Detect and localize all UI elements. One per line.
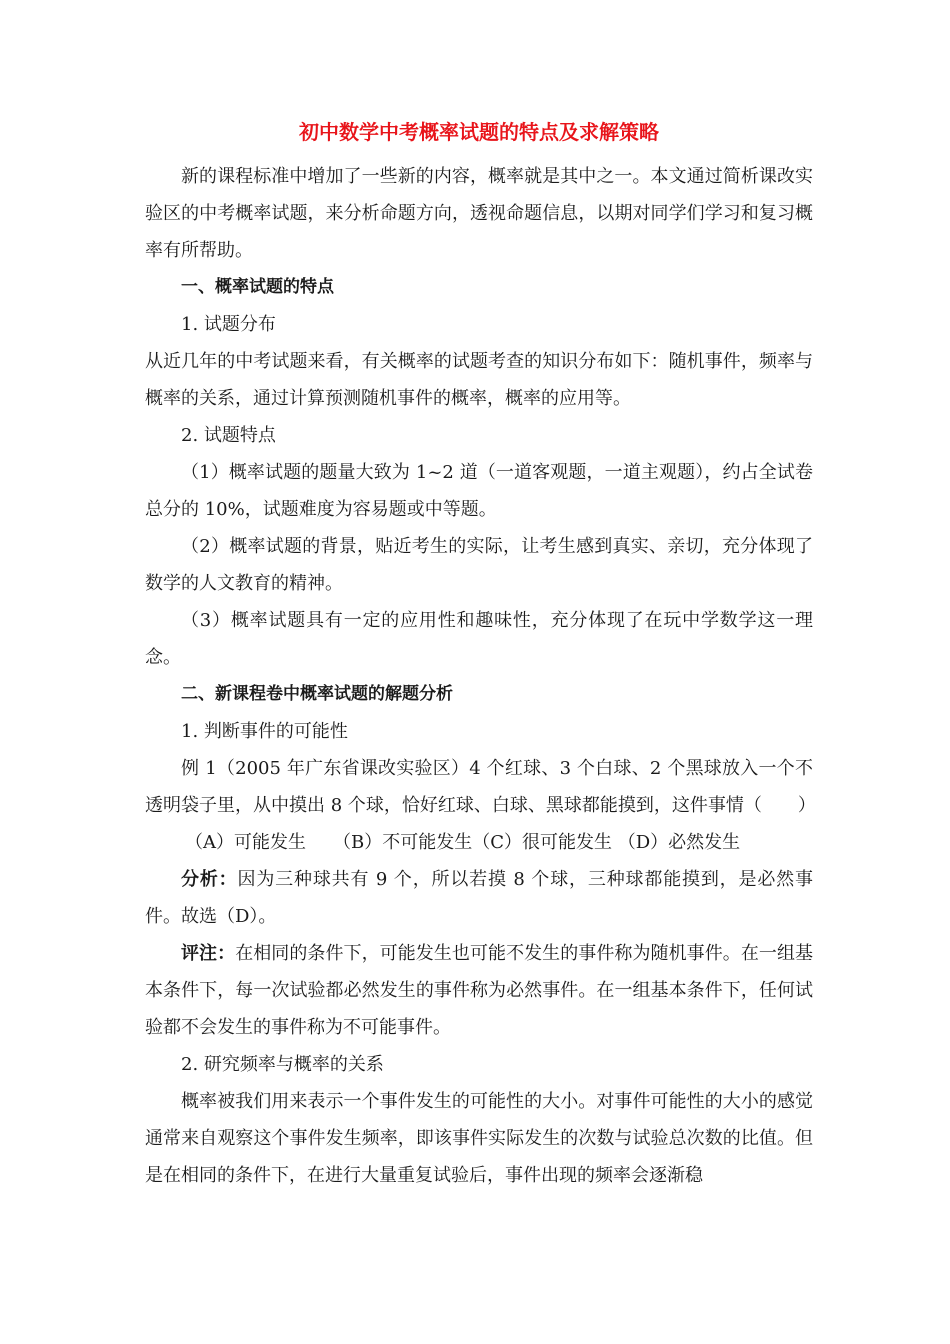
section2-heading: 二、新课程卷中概率试题的解题分析: [181, 684, 453, 704]
comment-text: 在相同的条件下，可能发生也可能不发生的事件称为随机事件。在一组基本条件下，每一次试验都必然发生的事件称为必然事件。在一组基本条件下，任何试验都不会发生的事件称为不可能事件。: [145, 943, 814, 1038]
example1-text: 例 1（2005 年广东省课改实验区）4 个红球、3 个白球、2 个黑球放入一个不透明袋子里，从中摸出 8 个球，恰好红球、白球、黑球都能摸到，这件事情（ ）: [145, 758, 816, 816]
document-title: 初中数学中考概率试题的特点及求解策略: [299, 120, 659, 144]
analysis-text: 因为三种球共有 9 个，所以若摸 8 个球，三种球都能摸到，是必然事件。故选（D）。: [145, 869, 814, 927]
comment-paragraph: [145, 935, 813, 1046]
section1-sub2-title: 2. 试题特点: [181, 425, 276, 446]
section1-heading: 一、概率试题的特点: [181, 277, 334, 297]
section2-sub2-text: 概率被我们用来表示一个事件发生的可能性的大小。对事件可能性的大小的感觉通常来自观察这个事件发生频率，即该事件实际发生的次数与试验总次数的比值。但是在相同的条件下，在进行大量重复试验后，事件出现的频率会逐渐稳: [145, 1091, 813, 1186]
section1-point2: （2）概率试题的背景，贴近考生的实际，让考生感到真实、亲切，充分体现了数学的人文教育的精神。: [145, 536, 813, 594]
section2-sub2-title: 2. 研究频率与概率的关系: [181, 1054, 384, 1075]
section2-sub1-title: 1. 判断事件的可能性: [181, 721, 348, 742]
section1-sub1-title: 1. 试题分布: [181, 314, 276, 335]
section1-sub1-text: 从近几年的中考试题来看，有关概率的试题考查的知识分布如下：随机事件，频率与概率的关系，通过计算预测随机事件的概率，概率的应用等。: [145, 351, 813, 409]
document-body: [145, 112, 816, 1194]
section1-point3: （3）概率试题具有一定的应用性和趣味性，充分体现了在玩中学数学这一理念。: [145, 610, 813, 668]
example1-choices: （A）可能发生 （B）不可能发生（C）很可能发生 （D）必然发生: [185, 832, 741, 853]
intro-paragraph: 新的课程标准中增加了一些新的内容，概率就是其中之一。本文通过简析课改实验区的中考概率试题，来分析命题方向，透视命题信息，以期对同学们学习和复习概率有所帮助。: [145, 166, 813, 261]
analysis-paragraph: [145, 861, 813, 935]
section1-point1: （1）概率试题的题量大致为 1~2 道（一道客观题，一道主观题），约占全试卷总分的 10%，试题难度为容易题或中等题。: [145, 462, 813, 520]
analysis-label: 分析：: [181, 869, 238, 890]
comment-label: 评注：: [181, 943, 236, 964]
